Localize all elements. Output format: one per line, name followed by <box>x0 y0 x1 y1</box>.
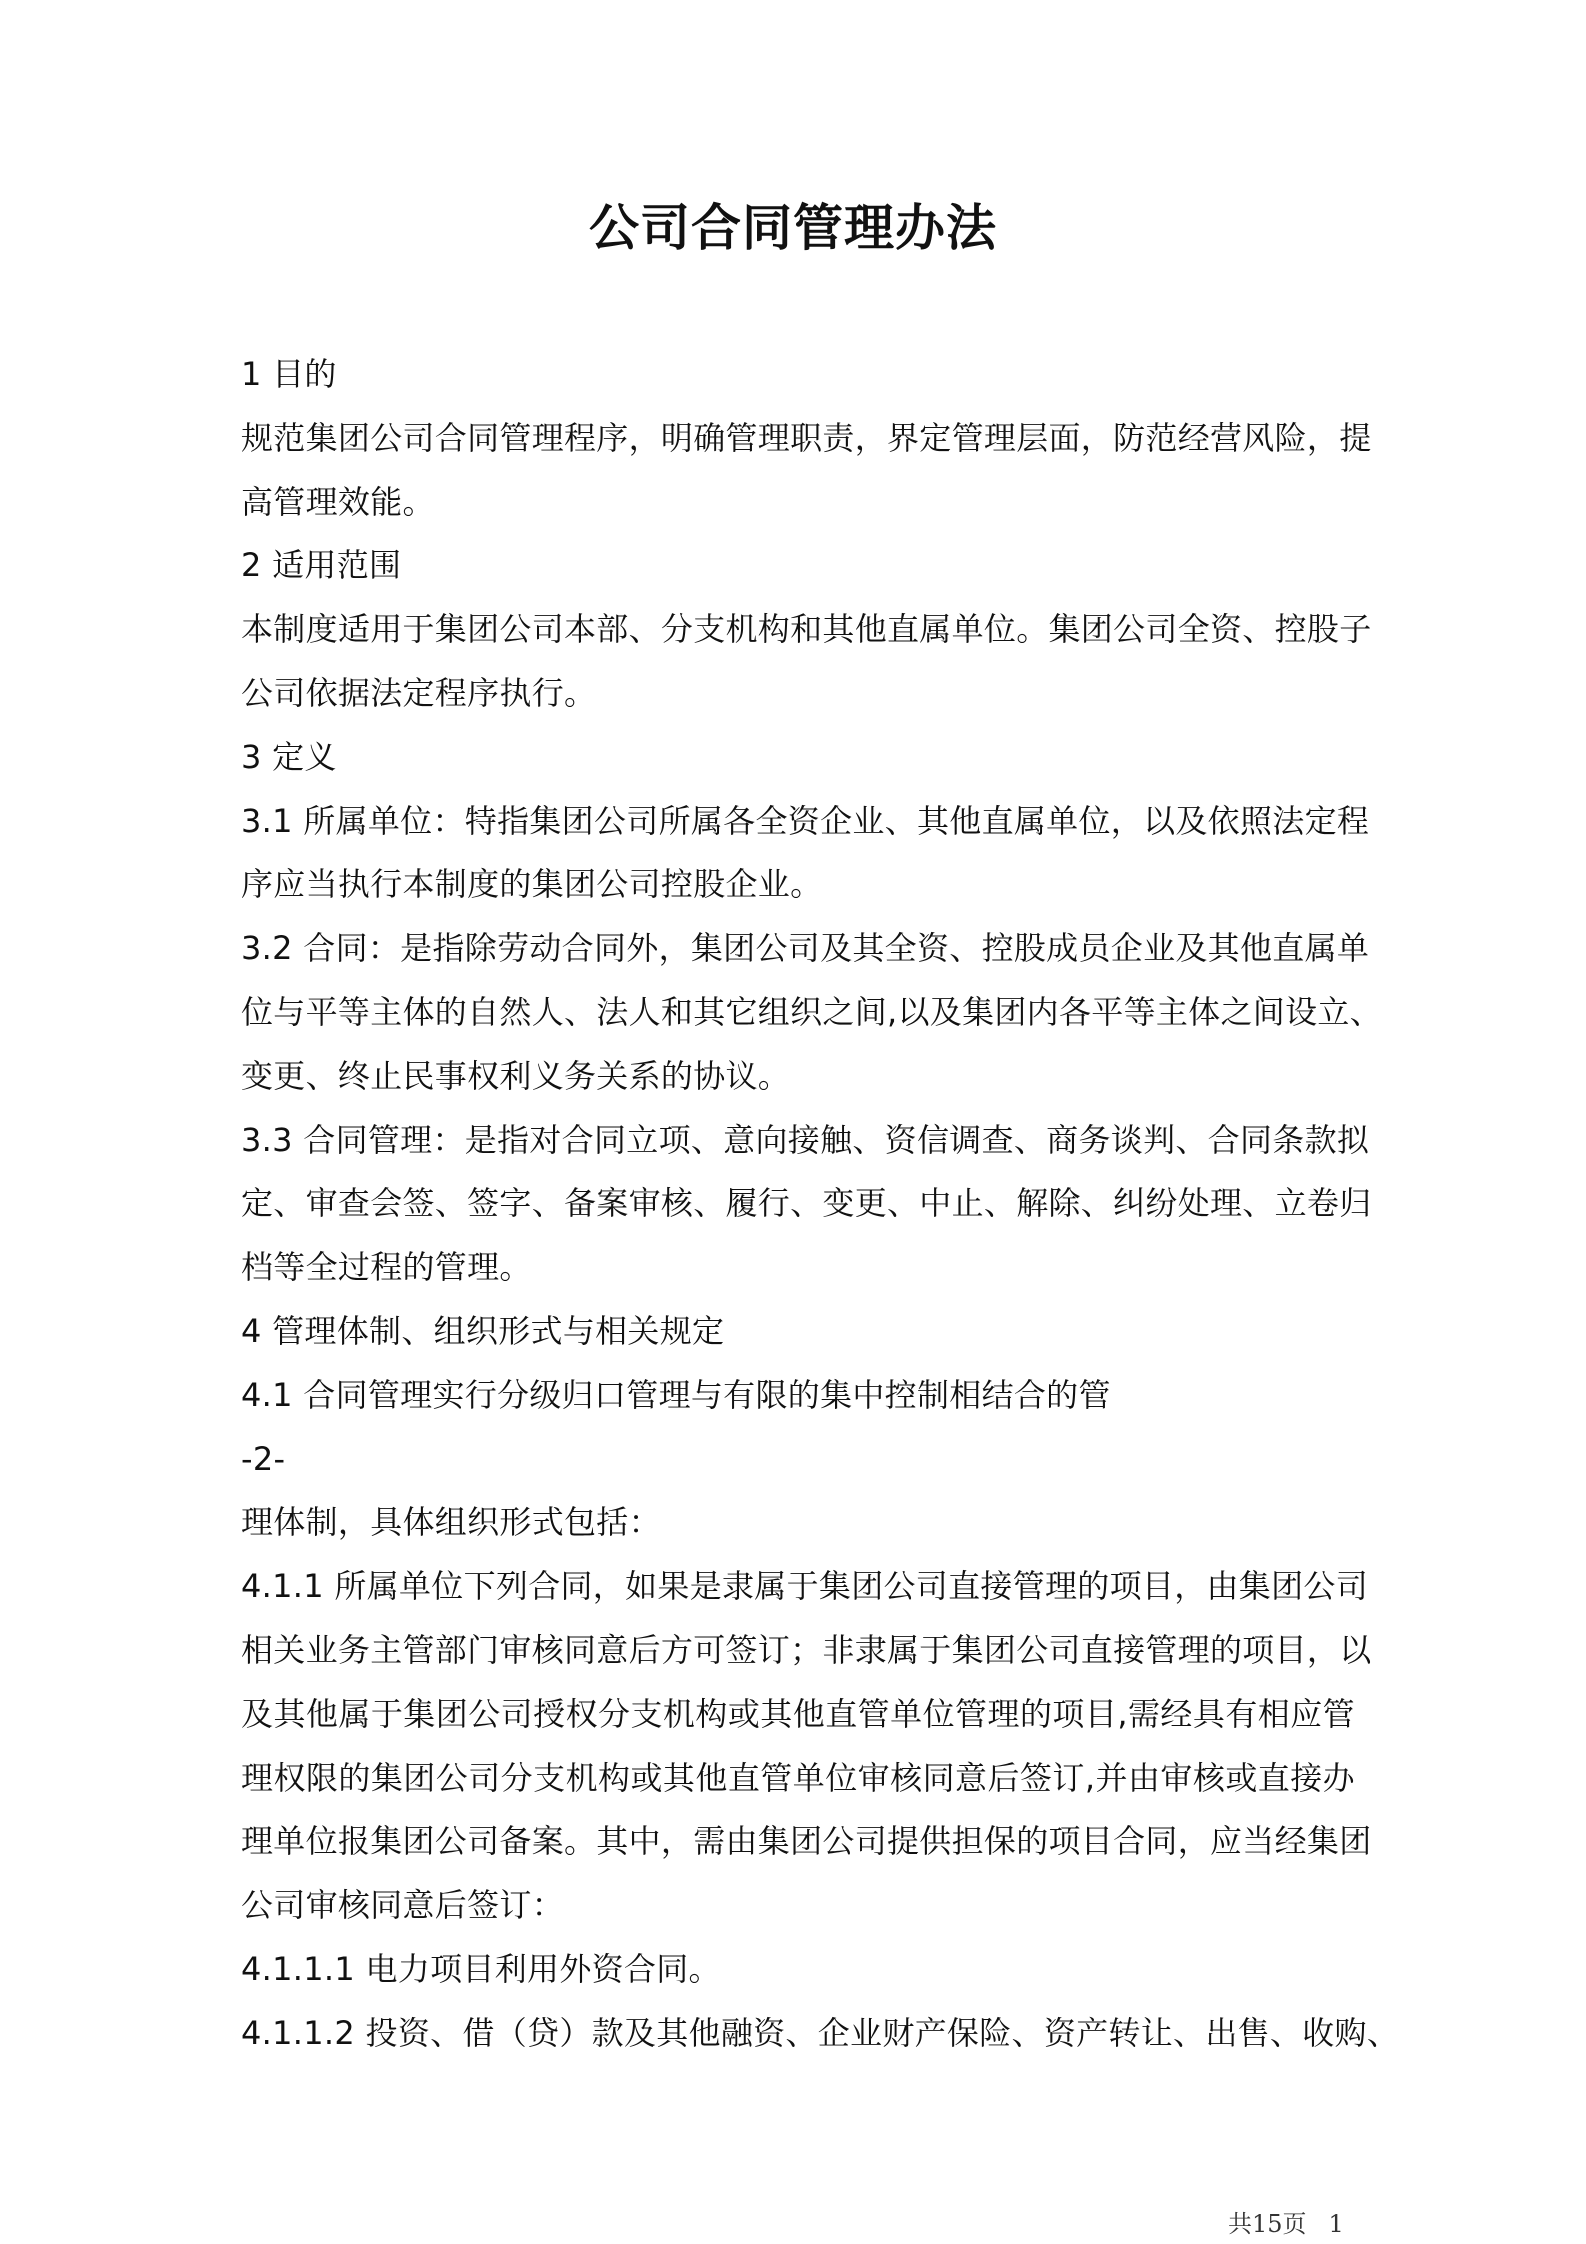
text-line: 理体制，具体组织形式包括： <box>241 1503 661 1542</box>
text-line: 理权限的集团公司分支机构或其他直管单位审核同意后签订,并由审核或直接办 <box>241 1758 1355 1797</box>
text-line: 公司审核同意后签订： <box>241 1886 565 1925</box>
text-line: 档等全过程的管理。 <box>241 1248 532 1287</box>
text-line: 本制度适用于集团公司本部、分支机构和其他直属单位。集团公司全资、控股子 <box>241 610 1372 649</box>
page-number: 1 <box>1328 2210 1344 2238</box>
text-line: 变更、终止民事权利义务关系的协议。 <box>241 1056 791 1095</box>
text-line: 公司依据法定程序执行。 <box>241 673 597 712</box>
text-line: 定、审查会签、签字、备案审核、履行、变更、中止、解除、纠纷处理、立卷归 <box>241 1184 1372 1223</box>
text-line: 4 管理体制、组织形式与相关规定 <box>241 1311 725 1350</box>
text-line: 1 目的 <box>241 355 337 393</box>
text-line: 理单位报集团公司备案。其中，需由集团公司提供担保的项目合同，应当经集团 <box>241 1822 1372 1861</box>
text-line: 高管理效能。 <box>241 482 435 521</box>
text-line: 3.2 合同：是指除劳动合同外，集团公司及其全资、控股成员企业及其他直属单 <box>241 929 1370 968</box>
total-pages: 共15页 <box>1228 2210 1307 2238</box>
text-line: 及其他属于集团公司授权分支机构或其他直管单位管理的项目,需经具有相应管 <box>241 1694 1355 1733</box>
page-footer <box>1228 2204 1344 2239</box>
text-line: -2- <box>241 1439 286 1478</box>
text-line: 3 定义 <box>241 737 337 776</box>
document-body <box>241 343 1400 2066</box>
text-line: 4.1 合同管理实行分级归口管理与有限的集中控制相结合的管 <box>241 1375 1111 1414</box>
text-line: 4.1.1 所属单位下列合同，如果是隶属于集团公司直接管理的项目，由集团公司 <box>241 1567 1368 1606</box>
text-line: 规范集团公司合同管理程序，明确管理职责，界定管理层面，防范经营风险，提 <box>241 418 1372 457</box>
document-title: 公司合同管理办法 <box>589 199 997 257</box>
text-line: 4.1.1.2 投资、借（贷）款及其他融资、企业财产保险、资产转让、出售、收购、 <box>241 2013 1400 2052</box>
text-line: 3.1 所属单位：特指集团公司所属各全资企业、其他直属单位，以及依照法定程 <box>241 801 1370 840</box>
text-line: 2 适用范围 <box>241 546 402 585</box>
text-line: 序应当执行本制度的集团公司控股企业。 <box>241 865 823 904</box>
text-line: 位与平等主体的自然人、法人和其它组织之间,以及集团内各平等主体之间设立、 <box>241 992 1382 1031</box>
text-line: 3.3 合同管理：是指对合同立项、意向接触、资信调查、商务谈判、合同条款拟 <box>241 1120 1370 1159</box>
text-line: 4.1.1.1 电力项目利用外资合同。 <box>241 1949 721 1988</box>
text-line: 相关业务主管部门审核同意后方可签订；非隶属于集团公司直接管理的项目，以 <box>241 1630 1372 1669</box>
